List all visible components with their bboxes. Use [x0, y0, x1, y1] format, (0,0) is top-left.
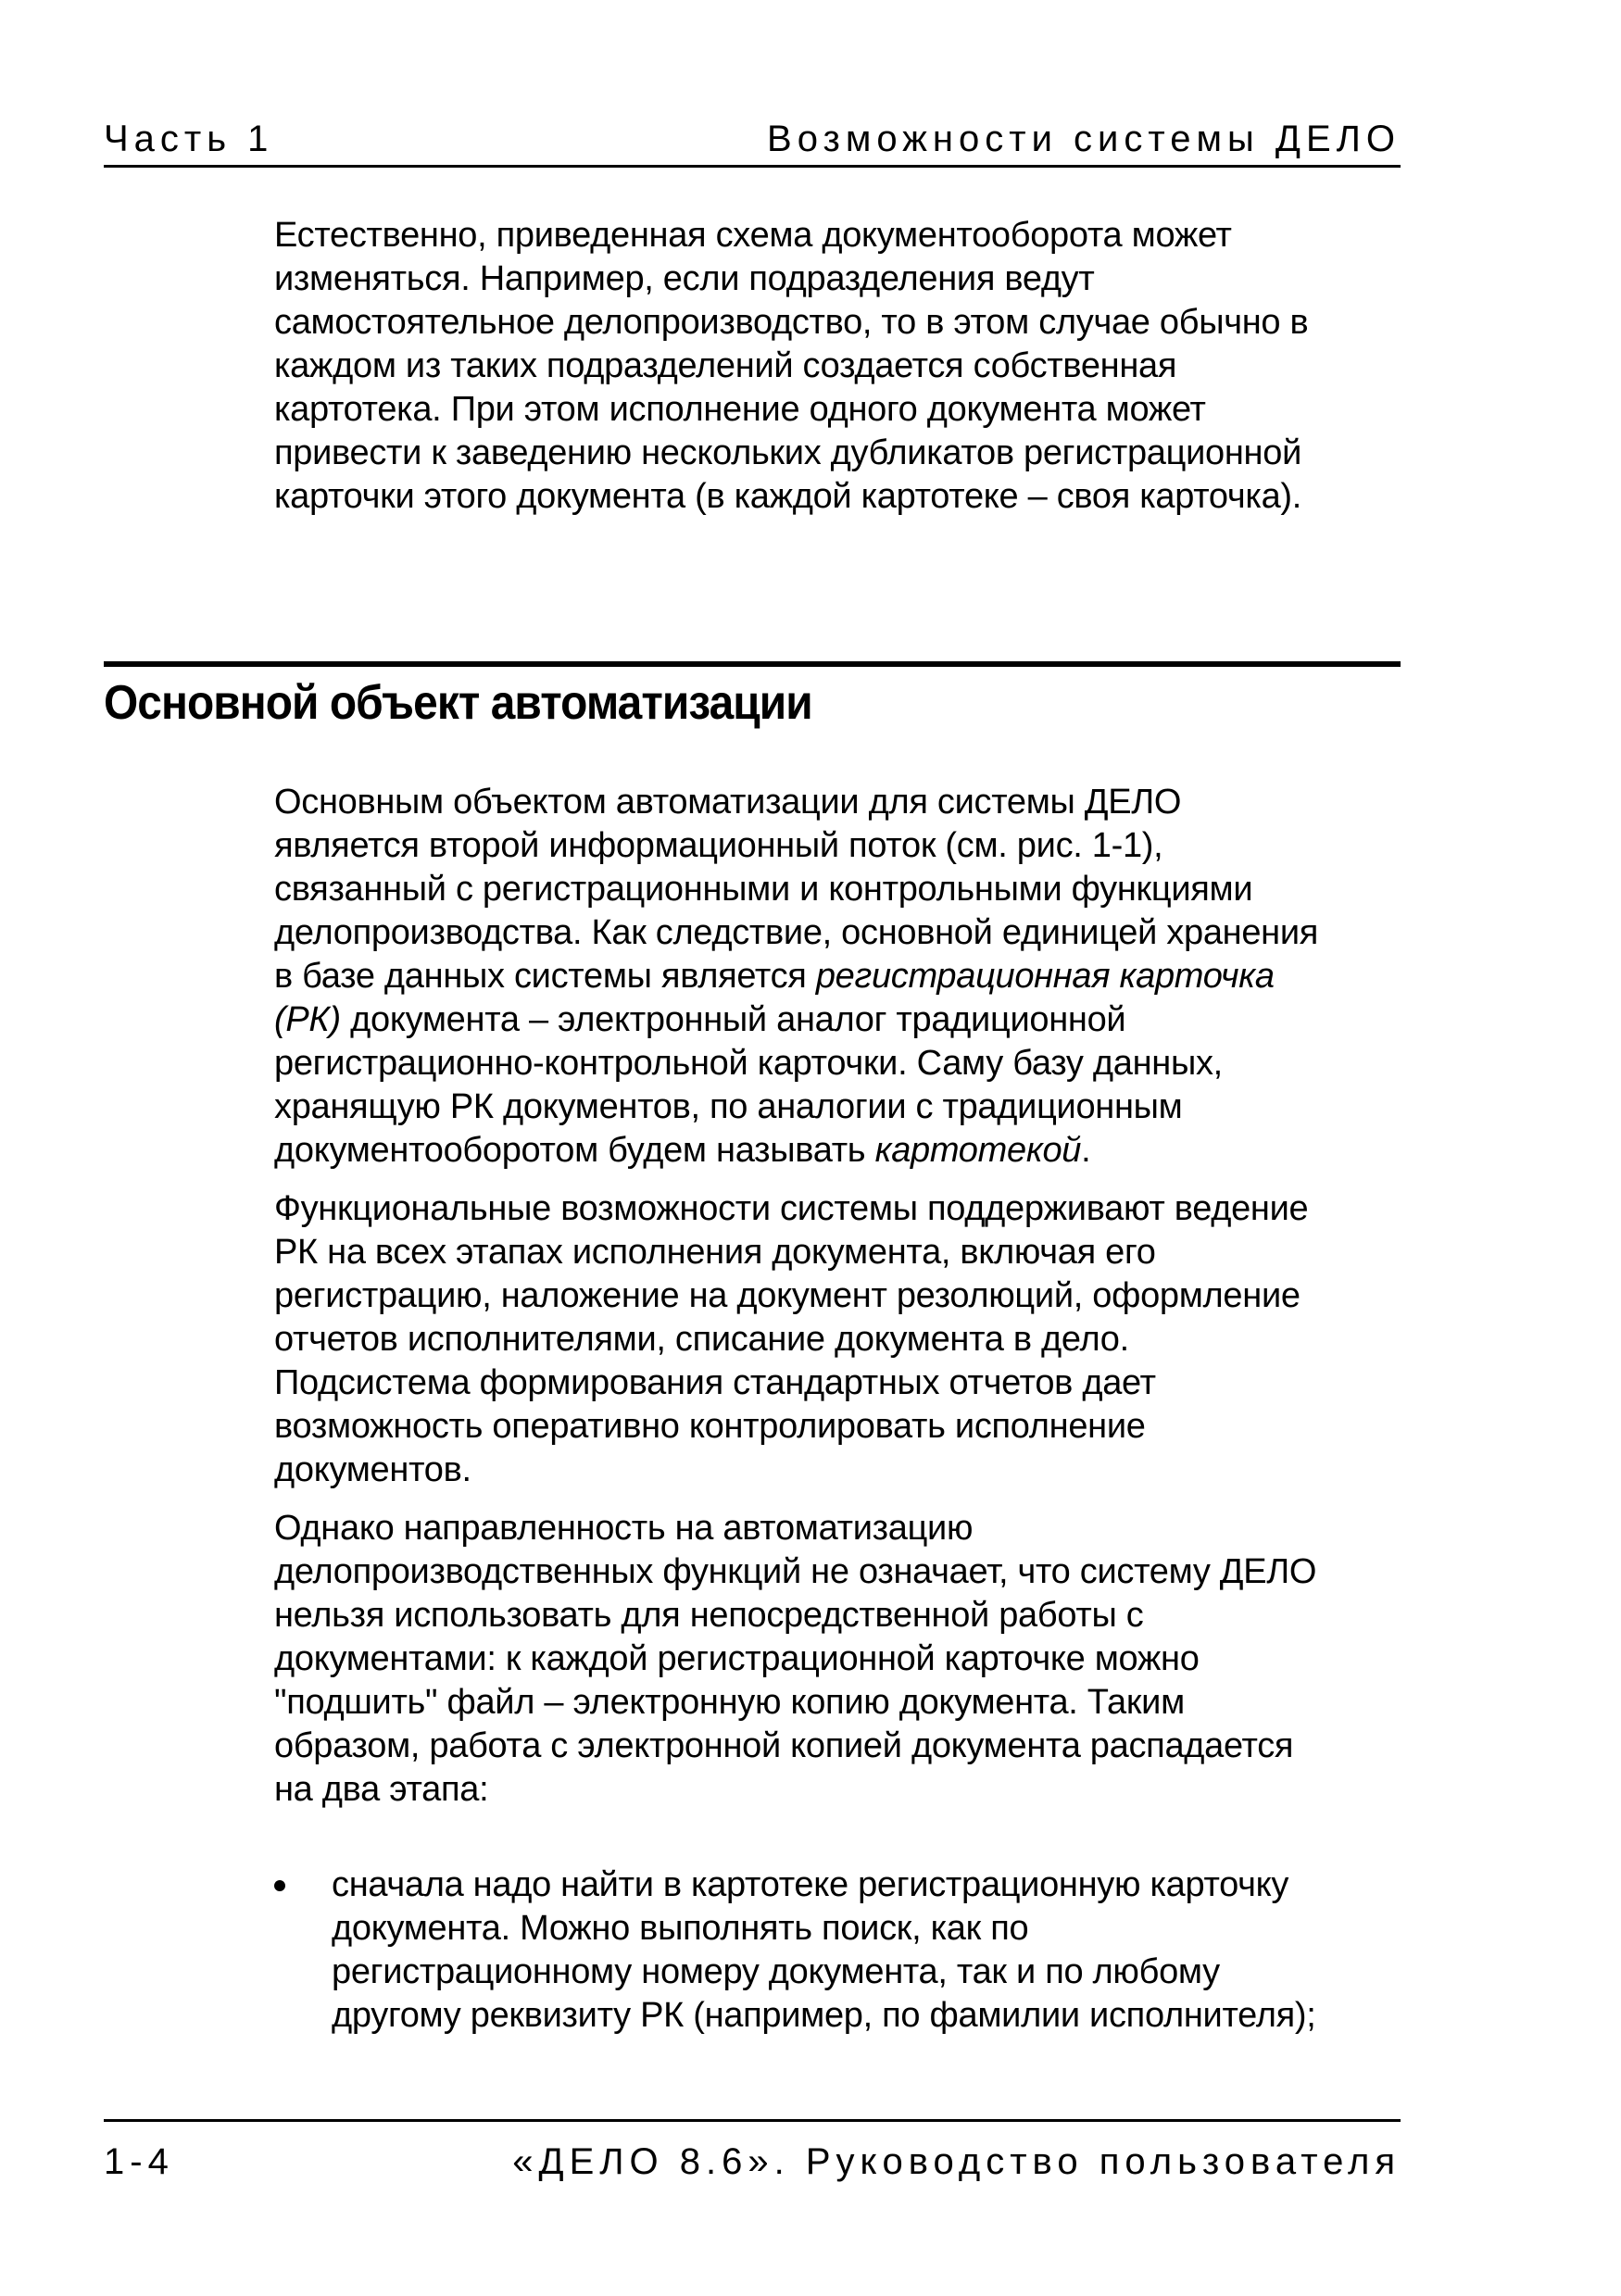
- text-fragment: документооборотом будем называть: [274, 1131, 875, 1170]
- text-line: "подшить" файл – электронную копию документа. Таким: [274, 1683, 1185, 1722]
- term-rk-abbrev: (РК): [274, 1000, 341, 1039]
- text-line: РК на всех этапах исполнения документа, включая его: [274, 1233, 1156, 1272]
- term-kartoteka: картотекой: [874, 1131, 1082, 1170]
- header-chapter-title: Возможности системы ДЕЛО: [767, 119, 1401, 159]
- page-header: [104, 113, 1401, 165]
- text-fragment: в базе данных системы является: [274, 957, 816, 996]
- paragraph-electronic-copy: [274, 1507, 1414, 1812]
- text-line: другому реквизиту РК (например, по фамилии исполнителя);: [332, 1996, 1316, 2035]
- text-line: карточки этого документа (в каждой картотеке – своя карточка).: [274, 477, 1302, 516]
- text-line: регистрацию, наложение на документ резолюций, оформление: [274, 1276, 1301, 1315]
- text-line: образом, работа с электронной копией документа распадается: [274, 1726, 1294, 1765]
- text-line: картотека. При этом исполнение одного документа может: [274, 390, 1206, 429]
- text-line: документа. Можно выполнять поиск, как по: [332, 1909, 1029, 1948]
- text-line: документов.: [274, 1450, 471, 1489]
- intro-paragraph: [274, 214, 1414, 519]
- text-line: Подсистема формирования стандартных отчетов дает: [274, 1363, 1156, 1402]
- bullet-text: [332, 1863, 1315, 2038]
- text-line: Однако направленность на автоматизацию: [274, 1509, 974, 1548]
- text-line: регистрационно-контрольной карточки. Саму базу данных,: [274, 1044, 1223, 1083]
- text-line: [274, 1129, 1414, 1173]
- text-line: Основным объектом автоматизации для системы ДЕЛО: [274, 783, 1182, 822]
- text-line: регистрационному номеру документа, так и по любому: [332, 1952, 1220, 1991]
- text-line: нельзя использовать для непосредственной работы с: [274, 1596, 1144, 1635]
- text-line: изменяться. Например, если подразделения ведут: [274, 259, 1095, 298]
- page-number: 1-4: [104, 2141, 174, 2182]
- text-line: самостоятельное делопроизводство, то в этом случае обычно в: [274, 303, 1309, 342]
- text-line: каждом из таких подразделений создается собственная: [274, 346, 1177, 385]
- footer-book-title: «ДЕЛО 8.6». Руководство пользователя: [512, 2141, 1401, 2182]
- text-line: является второй информационный поток (см. рис. 1-1),: [274, 826, 1163, 865]
- page-footer: [104, 2136, 1401, 2188]
- bullet-icon: [274, 1880, 285, 1891]
- footer-divider: [104, 2119, 1401, 2122]
- text-fragment: .: [1081, 1131, 1091, 1170]
- text-line: сначала надо найти в картотеке регистрационную карточку: [332, 1865, 1289, 1904]
- text-line: документами: к каждой регистрационной карточке можно: [274, 1639, 1200, 1678]
- text-line: отчетов исполнителями, списание документа в дело.: [274, 1320, 1129, 1359]
- header-divider: [104, 165, 1401, 168]
- text-line: делопроизводства. Как следствие, основной единицей хранения: [274, 913, 1319, 952]
- text-line: привести к заведению нескольких дубликатов регистрационной: [274, 433, 1302, 472]
- term-registration-card: регистрационная карточка: [815, 957, 1275, 996]
- header-part-label: Часть 1: [104, 119, 274, 159]
- paragraph-functions: [274, 1187, 1414, 1492]
- text-line: Функциональные возможности системы поддерживают ведение: [274, 1189, 1309, 1228]
- text-line: [274, 955, 1414, 998]
- section-heading: Основной объект автоматизации: [104, 676, 812, 730]
- text-fragment: документа – электронный аналог традиционной: [340, 1000, 1126, 1039]
- text-line: связанный с регистрационными и контрольными функциями: [274, 870, 1253, 909]
- section-divider: [104, 661, 1401, 667]
- text-line: возможность оперативно контролировать исполнение: [274, 1407, 1146, 1446]
- text-line: делопроизводственных функций не означает, что систему ДЕЛО: [274, 1552, 1317, 1591]
- text-line: хранящую РК документов, по аналогии с традиционным: [274, 1087, 1183, 1126]
- paragraph-main-object: [274, 781, 1414, 1173]
- text-line: Естественно, приведенная схема документооборота может: [274, 216, 1232, 255]
- text-line: [274, 998, 1414, 1042]
- text-line: на два этапа:: [274, 1770, 489, 1809]
